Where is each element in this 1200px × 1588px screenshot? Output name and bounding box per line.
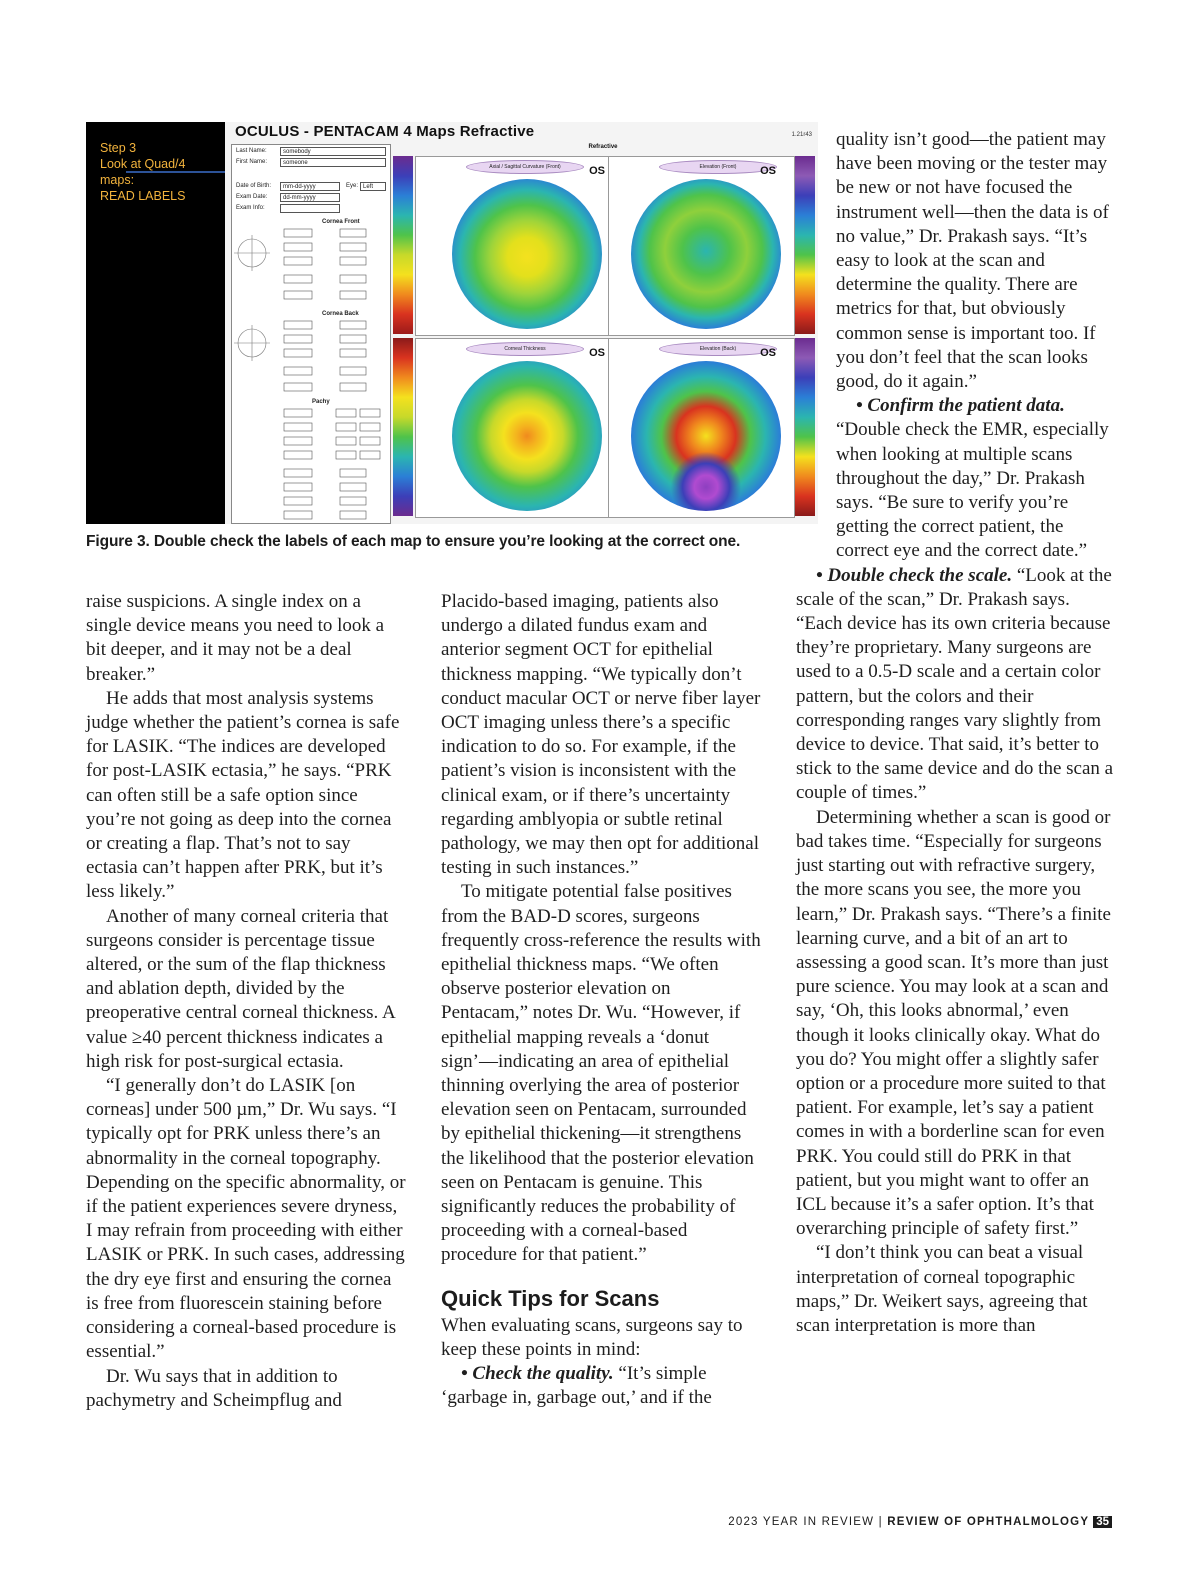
- pentacam-screen: [225, 122, 818, 524]
- eye-os-label: OS: [589, 347, 605, 359]
- figure-3-image: [86, 122, 818, 524]
- refractive-header: Refractive: [588, 144, 618, 150]
- eye-label: Eye:: [346, 183, 359, 189]
- text-column-1: [86, 590, 406, 1413]
- eye-value: Left: [360, 182, 386, 191]
- text-column-3: [796, 128, 1116, 1338]
- map-label: Axial / Sagittal Curvature (Front): [466, 160, 584, 174]
- patient-field-value: somebody: [280, 147, 386, 156]
- pachy-label: Pachy: [312, 399, 330, 405]
- step-label-panel: [86, 122, 225, 524]
- patient-field-label: Date of Birth:: [236, 183, 272, 189]
- paragraph: To mitigate potential false positives from the BAD-D scores, surgeons frequently cross-reference the results with epithelial thickness maps. “We often observe posterior elevation on Pentacam,” notes Dr. Wu. “However, if epithelial mapping reveals a ‘donut sign’—indicating an area of epithelial thinning overlying the area of posterior elevation seen on Pentacam, surrounded by epithelial thickening—it strengthens the likelihood that the posterior elevation seen on Pentacam is genuine. This significantly reduces the probability of proceeding with a corneal-based procedure for that patient.”: [441, 881, 761, 1266]
- data-table-graphic: [232, 145, 390, 523]
- cornea-back-label: Cornea Back: [322, 311, 359, 317]
- footer-separator: |: [874, 1516, 888, 1528]
- eye-os-label: OS: [589, 165, 605, 177]
- eye-os-label: OS: [760, 347, 776, 359]
- text-column-2: [441, 590, 761, 1411]
- paragraph: “I don’t think you can beat a visual interpretation of corneal topographic maps,” Dr. Weikert says, agreeing that scan interpretation is more than: [796, 1242, 1088, 1336]
- footer-issue: 2023 YEAR IN REVIEW: [728, 1516, 875, 1528]
- map-elevation-front: [608, 156, 795, 336]
- color-scale-curvature: [393, 156, 413, 334]
- paragraph: Dr. Wu says that in addition to pachymetry and Scheimpflug and: [86, 1365, 342, 1411]
- curvature-map-plot: [452, 179, 602, 329]
- bullet-item: [796, 394, 1116, 563]
- paragraph: He adds that most analysis systems judge whether the patient’s cornea is safe for LASIK. “The indices are developed for post-LASIK ectasia,” he says. “PRK can often still be a safe option since you’re not going as deep into the cornea or creating a flap. That’s not to say ectasia can’t happen after PRK, but it’s less likely.”: [86, 687, 400, 903]
- paragraph: When evaluating scans, surgeons say to keep these points in mind:: [441, 1314, 743, 1360]
- map-label: Elevation (Back): [659, 342, 777, 356]
- paragraph: Determining whether a scan is good or bad takes time. “Especially for surgeons just starting out with refractive surgery, the more scans you see, the more you learn,” Dr. Prakash says. “There’s a finite learning curve, and a bit of an art to assessing a good scan. It’s more than just pure science. You may look at a scan and say, ‘Oh, this looks abnormal,’ even though it looks clinically okay. What do you do? You might offer a slightly safer option or a procedure more suited to that patient. For example, let’s say a patient comes in with a borderline scan for even PRK. You could still do PRK in that patient, but you might want to offer an ICL because it’s a safer option. It’s that overarching principle of safety first.”: [796, 806, 1111, 1240]
- bullet-text: “Double check the EMR, especially when looking at multiple scans throughout the day,” Dr. Prakash says. “Be sure to verify you’re getting the correct patient, the correct eye and the correct date.”: [836, 419, 1109, 562]
- bullet-text: “Look at the scale of the scan,” Dr. Prakash says. “Each device has its own criteria because they’re proprietary. Many surgeons are used to a 0.5-D scale and a certain color pattern, but the colors and their corresponding ranges vary slightly from device to device. That said, it’s better to stick to the same device and do the scan a couple of times.”: [796, 564, 1114, 804]
- patient-field-label: Exam Date:: [236, 194, 268, 200]
- patient-info-panel: [231, 144, 391, 524]
- bullet-text: “It’s simple ‘garbage in, garbage out,’ and if the: [441, 1363, 712, 1409]
- patient-field-value: dd-mm-yyyy: [280, 193, 340, 202]
- bullet-item: [796, 564, 1116, 806]
- bullet-heading: • Check the quality.: [461, 1363, 614, 1385]
- elevation-front-plot: [631, 179, 781, 329]
- arrow-pointer: [86, 122, 225, 524]
- screen-title: OCULUS - PENTACAM 4 Maps Refractive: [235, 123, 535, 140]
- section-heading: Quick Tips for Scans: [441, 1285, 660, 1311]
- patient-field-label: First Name:: [236, 159, 268, 165]
- patient-field-label: Last Name:: [236, 148, 267, 154]
- paragraph: “I generally don’t do LASIK [on corneas] under 500 µm,” Dr. Wu says. “I typically opt for PRK unless there’s an abnormality in the corneal topography. Depending on the specific abnormality, or if the patient experiences severe dryness, I may refrain from proceeding with either LASIK or PRK. In such cases, addressing the dry eye first and ensuring the cornea is free from fluorescein staining before considering a corneal-based procedure is essential.”: [86, 1075, 406, 1363]
- screen-version: 1.21r43: [791, 132, 812, 138]
- color-scale-thickness: [393, 338, 413, 516]
- footer-publication: REVIEW OF OPHTHALMOLOGY: [887, 1516, 1090, 1528]
- map-elevation-back: [608, 338, 795, 518]
- paragraph: quality isn’t good—the patient may have been moving or the tester may be new or not have focused the instrument well—then the data is of no value,” Dr. Prakash says. “It’s easy to look at the scan and determine the quality. There are metrics for that, but obviously common sense is important too. If you don’t feel that the scan looks good, do it again.”: [836, 129, 1109, 393]
- thickness-map-plot: [452, 361, 602, 511]
- eye-os-label: OS: [760, 165, 776, 177]
- patient-field-value: mm-dd-yyyy: [280, 182, 340, 191]
- bullet-heading: • Double check the scale.: [816, 564, 1013, 586]
- bullet-item: [441, 1362, 761, 1410]
- figure-caption: Figure 3. Double check the labels of each map to ensure you’re looking at the correct one.: [86, 533, 741, 550]
- patient-field-value: someone: [280, 158, 386, 167]
- paragraph: Another of many corneal criteria that surgeons consider is percentage tissue altered, or the sum of the flap thickness and ablation depth, divided by the preoperative central corneal thickness. A value ≥40 percent thickness indicates a high risk for post-surgical ectasia.: [86, 905, 395, 1072]
- cornea-front-label: Cornea Front: [322, 219, 360, 225]
- map-label: Corneal Thickness: [466, 342, 584, 356]
- page-number: 35: [1093, 1516, 1112, 1528]
- paragraph: raise suspicions. A single index on a single device means you need to look a bit deeper, and it may not be a deal breaker.”: [86, 591, 385, 685]
- paragraph: Placido-based imaging, patients also undergo a dilated fundus exam and anterior segment OCT for epithelial thickness mapping. “We typically don’t conduct macular OCT or nerve fiber layer OCT imaging unless there’s a specific indication to do so. For example, if the patient’s vision is inconsistent with the clinical exam, or if there’s uncertainty regarding amblyopia or subtle retinal pathology, we may then opt for additional testing in such instances.”: [441, 591, 761, 879]
- elevation-back-plot: [631, 361, 781, 511]
- map-axial-curvature: [415, 156, 624, 336]
- step-label: Step 3 Look at Quad/4 maps: READ LABELS: [100, 141, 186, 203]
- map-corneal-thickness: [415, 338, 624, 518]
- map-label: Elevation (Front): [659, 160, 777, 174]
- patient-field-label: Exam Info:: [236, 205, 265, 211]
- page-footer: [728, 1516, 1112, 1528]
- bullet-heading: • Confirm the patient data.: [856, 395, 1065, 417]
